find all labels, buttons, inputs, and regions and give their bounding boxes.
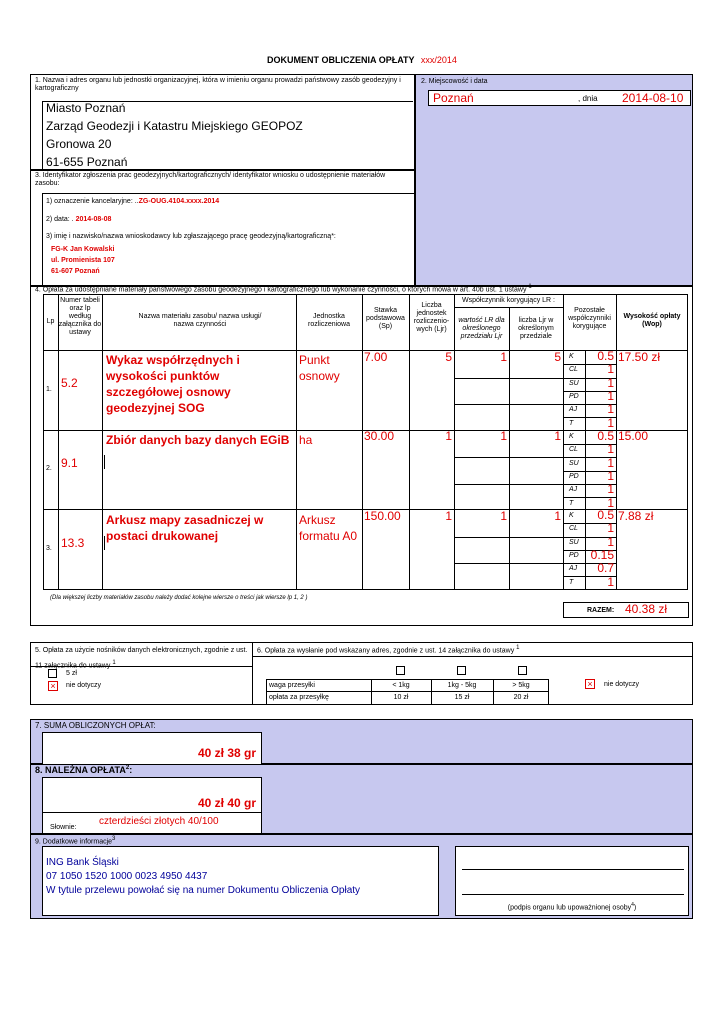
col-header-lp: Lp bbox=[46, 318, 55, 325]
col-header-table-no: Numer tabeli oraz lp według załącznika do ustawy bbox=[58, 297, 102, 337]
coef-key: PD bbox=[569, 472, 579, 480]
coef-value: 0.5 bbox=[597, 508, 614, 522]
row-lp: 2. bbox=[46, 465, 52, 472]
section-9-label-text: 9. Dodatkowe informacje bbox=[35, 838, 113, 846]
row-name: Wykaz współrzędnych i wysokości punktów szczegółowej osnowy geodezyjnej SOG bbox=[106, 353, 240, 415]
weight-option: 1kg - 5kg bbox=[447, 682, 477, 689]
coef-key: AJ bbox=[569, 486, 578, 494]
coef-key: T bbox=[569, 499, 574, 507]
coef-key: AJ bbox=[569, 406, 578, 414]
coef-key: SU bbox=[569, 459, 579, 467]
section-4-label-text: 4. Opłata za udostępniane materiały państwowego zasobu geodezyjnego i kartograficznego lub wykonanie czynności, o których mowa w art. 40b ust. 1 ustawy bbox=[35, 286, 527, 294]
row-lr-value: 1 bbox=[500, 350, 507, 364]
row-count: 1 bbox=[445, 429, 452, 443]
row-unit: Punkt osnowy bbox=[299, 353, 340, 383]
coef-key: K bbox=[569, 353, 574, 360]
due-fee-value: 40 zł 40 gr bbox=[197, 796, 256, 810]
coef-value: 1 bbox=[607, 375, 614, 390]
row-lr-value: 1 bbox=[500, 429, 507, 443]
price-option: 15 zł bbox=[454, 694, 470, 701]
place-value: Poznań bbox=[433, 91, 474, 105]
document-title bbox=[0, 55, 724, 65]
coef-value: 1 bbox=[607, 402, 614, 417]
signature-caption-text: (podpis organu lub upoważnionej osoby bbox=[507, 904, 632, 912]
coef-value: 1 bbox=[607, 455, 614, 470]
office-number-row bbox=[46, 198, 219, 206]
row-lr-count: 1 bbox=[554, 509, 561, 523]
coef-key: CL bbox=[569, 366, 578, 374]
footnote-ref: 2 bbox=[125, 765, 130, 771]
coef-value: 0.5 bbox=[597, 429, 614, 443]
request-date-value: 2014-08-08 bbox=[75, 216, 112, 223]
media-na-checkbox[interactable]: × bbox=[48, 681, 58, 691]
row-rate: 150.00 bbox=[364, 509, 401, 523]
row-count: 1 bbox=[445, 509, 452, 523]
row-unit: ha bbox=[299, 433, 313, 447]
applicant-label: 3) imię i nazwisko/nazwa wnioskodawcy lub zgłaszającego pracę geodezyjną/kartograficzną*: bbox=[46, 233, 336, 240]
section-5-label-text: 5. Opłata za użycie nośników danych elektronicznych, zgodnie z ust. 11 załącznika do ustawy bbox=[35, 647, 248, 670]
row-table-no: 9.1 bbox=[61, 456, 78, 470]
col-header-name: Nazwa materiału zasobu/ nazwa usługi/ nazwa czynności bbox=[138, 313, 262, 329]
office-number-value: ZG-OUG.4104.xxxx.2014 bbox=[138, 198, 220, 205]
shipping-na-checkbox[interactable]: × bbox=[585, 679, 595, 689]
footnote-ref: 3 bbox=[112, 836, 116, 842]
total-value: 40.38 zł bbox=[625, 602, 668, 616]
section-7-label: 7. SUMA OBLICZONYCH OPŁAT: bbox=[35, 721, 156, 730]
coef-value: 1 bbox=[607, 362, 614, 377]
row-lr-count: 5 bbox=[554, 350, 561, 364]
coef-key: AJ bbox=[569, 565, 578, 573]
office-number-label: 1) oznaczenie kancelaryjne: .. bbox=[46, 198, 139, 205]
coef-value: 0.7 bbox=[597, 561, 614, 576]
coef-key: PD bbox=[569, 551, 579, 559]
section-8-label: 8. NALEŻNA OPŁATA$^2$: bbox=[35, 765, 133, 775]
info-line: ING Bank Śląski bbox=[46, 857, 119, 868]
weight-label: waga przesyłki bbox=[269, 682, 315, 689]
coef-value: 0.15 bbox=[590, 547, 614, 562]
media-fee-checkbox[interactable] bbox=[48, 669, 57, 678]
authority-address bbox=[46, 99, 303, 171]
table-note: (Dla większej liczby materiałów zasobu należy dodać kolejne wiersze o treści jak wiersze lp 1, 2 ) bbox=[50, 595, 308, 601]
row-lp: 3. bbox=[46, 545, 52, 552]
weight-lt1-checkbox[interactable] bbox=[396, 666, 405, 675]
row-name: Arkusz mapy zasadniczej w postaci drukowanej bbox=[106, 513, 264, 543]
row-name: Zbiór danych bazy danych EGiB bbox=[106, 433, 290, 447]
col-header-lr-count: liczba Ljr w określonym przedziale bbox=[518, 317, 554, 341]
coef-key: K bbox=[569, 512, 574, 519]
sum-value: 40 zł 38 gr bbox=[197, 746, 256, 760]
coef-key: CL bbox=[569, 446, 578, 454]
row-unit: Arkusz formatu A0 bbox=[299, 513, 358, 543]
words-label: Słownie: bbox=[50, 824, 77, 831]
row-table-no: 13.3 bbox=[61, 536, 85, 550]
address-line: Gronowa 20 bbox=[46, 137, 112, 151]
title-text: DOKUMENT OBLICZENIA OPŁATY bbox=[267, 55, 415, 65]
section-6-label-text: 6. Opłata za wysłanie pod wskazany adres, zgodnie z ust. 14 załącznika do ustawy bbox=[257, 647, 515, 655]
section-6-label bbox=[257, 645, 520, 655]
weight-1to5-checkbox[interactable] bbox=[457, 666, 466, 675]
footnote-ref: 1 bbox=[516, 645, 520, 651]
coef-key: SU bbox=[569, 379, 579, 387]
request-date-label: 2) data: . bbox=[46, 216, 74, 223]
total-label: RAZEM: bbox=[587, 607, 615, 614]
applicant-line: 61-607 Poznań bbox=[51, 268, 100, 275]
row-lr-count: 1 bbox=[554, 429, 561, 443]
price-option: 10 zł bbox=[393, 694, 409, 701]
coef-key: T bbox=[569, 578, 574, 586]
request-date-row bbox=[46, 216, 111, 224]
additional-info-text bbox=[46, 856, 360, 898]
date-value: 2014-08-10 bbox=[622, 91, 684, 105]
info-line: 07 1050 1520 1000 0023 4950 4437 bbox=[46, 871, 208, 882]
coef-key: CL bbox=[569, 525, 578, 533]
coef-key: SU bbox=[569, 538, 579, 546]
coef-value: 1 bbox=[607, 574, 614, 589]
row-lr-value: 1 bbox=[500, 509, 507, 523]
col-header-rate: Stawka podstawowa (Sp) bbox=[366, 307, 405, 331]
applicant-line: FG-K Jan Kowalski bbox=[51, 246, 115, 253]
col-header-coef-group: Współczynnik korygujący LR : bbox=[462, 297, 555, 304]
section-4-label bbox=[35, 284, 532, 294]
coef-key: K bbox=[569, 433, 574, 440]
document-number: xxx/2014 bbox=[420, 55, 457, 65]
coef-value: 1 bbox=[607, 388, 614, 403]
row-lp: 1. bbox=[46, 386, 52, 393]
section-9-label bbox=[35, 836, 115, 846]
coef-value: 1 bbox=[607, 415, 614, 430]
shipping-na-option: nie dotyczy bbox=[604, 681, 640, 688]
applicant-block bbox=[51, 244, 115, 277]
applicant-line: ul. Promienista 107 bbox=[51, 257, 115, 264]
row-fee: 17.50 zł bbox=[618, 350, 661, 364]
coef-value: 1 bbox=[607, 482, 614, 497]
price-option: 20 zł bbox=[513, 694, 529, 701]
coef-key: PD bbox=[569, 392, 579, 400]
row-rate: 7.00 bbox=[364, 350, 388, 364]
footnote-ref: 1 bbox=[112, 660, 116, 666]
signature-caption: (podpis organu lub upoważnionej osoby$^4$) bbox=[507, 902, 637, 912]
address-line: Zarząd Geodezji i Katastru Miejskiego GEOPOZ bbox=[46, 119, 303, 133]
section-3-label: 3. Identyfikator zgłoszenia prac geodezyjnych/kartograficznych/ identyfikator wniosku o udostępnienie materiałów zasobu: bbox=[35, 172, 386, 188]
footnote-ref: 1 bbox=[528, 284, 532, 290]
info-line: W tytule przelewu powołać się na numer Dokumentu Obliczenia Opłaty bbox=[46, 885, 361, 896]
col-header-count: Liczba jednostek rozliczenio-wych (Ljr) bbox=[413, 302, 450, 334]
col-header-lr-value: wartość LR dla określonego przedziału Ljr bbox=[458, 317, 505, 341]
coef-value: 1 bbox=[607, 468, 614, 483]
section-5-label bbox=[35, 645, 249, 672]
media-fee-option: 5 zł bbox=[66, 670, 77, 677]
media-na-option: nie dotyczy bbox=[66, 682, 102, 689]
coef-value: 1 bbox=[607, 495, 614, 510]
address-line: 61-655 Poznań bbox=[46, 155, 128, 169]
section-1-label: 1. Nazwa i adres organu lub jednostki organizacyjnej, która w imieniu organu prowadzi państwowy zasób geodezyjny i kartograficzny bbox=[35, 77, 401, 93]
coef-value: 1 bbox=[607, 442, 614, 457]
section-2-label: 2. Miejscowość i data bbox=[421, 78, 488, 85]
section-8-label-text: 8. NALEŻNA OPŁATA bbox=[35, 765, 126, 775]
col-header-other-coef: Pozostałe współczynniki korygujące bbox=[568, 307, 611, 331]
words-value: czterdzieści złotych 40/100 bbox=[99, 816, 219, 827]
row-fee: 7.88 zł bbox=[618, 509, 654, 523]
row-fee: 15.00 bbox=[618, 429, 649, 443]
coef-value: 0.5 bbox=[597, 349, 614, 363]
row-table-no: 5.2 bbox=[61, 376, 78, 390]
day-label: , dnia bbox=[578, 94, 598, 103]
weight-gt5-checkbox[interactable] bbox=[518, 666, 527, 675]
row-count: 5 bbox=[445, 350, 452, 364]
price-label: opłata za przesyłkę bbox=[269, 694, 329, 701]
row-rate: 30.00 bbox=[364, 429, 395, 443]
col-header-unit: Jednostka rozliczeniowa bbox=[307, 313, 351, 329]
coef-value: 1 bbox=[607, 521, 614, 536]
col-header-fee: Wysokość opłaty (Wop) bbox=[623, 313, 681, 329]
address-line: Miasto Poznań bbox=[46, 101, 126, 115]
coef-key: T bbox=[569, 419, 574, 427]
footnote-ref: 4 bbox=[631, 902, 634, 908]
weight-option: > 5kg bbox=[512, 682, 530, 689]
weight-option: < 1kg bbox=[392, 682, 410, 689]
coef-value: 1 bbox=[607, 534, 614, 549]
